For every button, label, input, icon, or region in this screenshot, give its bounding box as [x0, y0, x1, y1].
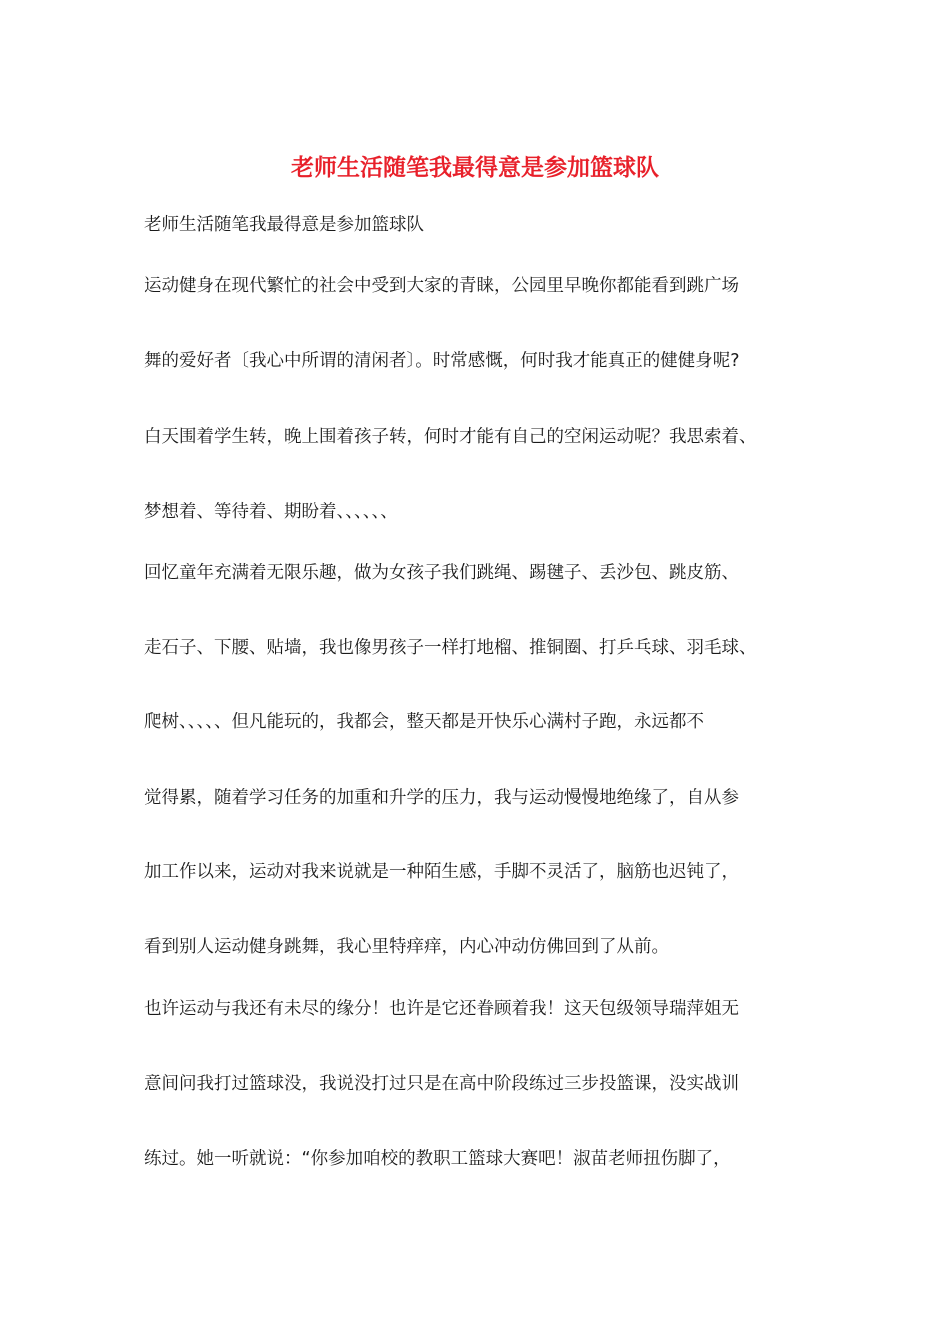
paragraph-line: 看到别人运动健身跳舞，我心里特痒痒，内心冲动仿佛回到了从前。 [144, 937, 669, 957]
paragraph-line: 觉得累，随着学习任务的加重和升学的压力，我与运动慢慢地绝缘了，自从参 [144, 788, 739, 808]
paragraph-line: 爬树、、、、、但凡能玩的，我都会，整天都是开快乐心满村子跑，永远都不 [144, 712, 704, 732]
paragraph-line: 意间问我打过篮球没，我说没打过只是在高中阶段练过三步投篮课，没实战训 [144, 1074, 739, 1094]
paragraph-line: 舞的爱好者〔我心中所谓的清闲者〕。时常感慨，何时我才能真正的健健身呢? [144, 351, 740, 371]
paragraph-line: 白天围着学生转，晚上围着孩子转，何时才能有自己的空闲运动呢？我思索着、 [144, 427, 757, 447]
paragraph-line: 走石子、下腰、贴墙，我也像男孩子一样打地榴、推铜圈、打乒乓球、羽毛球、 [144, 638, 757, 658]
paragraph-line: 回忆童年充满着无限乐趣，做为女孩子我们跳绳、踢毽子、丢沙包、跳皮筋、 [144, 563, 739, 583]
document-subtitle: 老师生活随笔我最得意是参加篮球队 [144, 215, 424, 235]
paragraph-line: 运动健身在现代繁忙的社会中受到大家的青睐，公园里早晚你都能看到跳广场 [144, 276, 739, 296]
paragraph-line: 练过。她一听就说：“你参加咱校的教职工篮球大赛吧！淑苗老师扭伤脚了， [144, 1149, 731, 1169]
paragraph-line: 加工作以来，运动对我来说就是一种陌生感，手脚不灵活了，脑筋也迟钝了， [144, 862, 739, 882]
document-title: 老师生活随笔我最得意是参加篮球队 [291, 154, 659, 181]
paragraph-line: 也许运动与我还有未尽的缘分！也许是它还眷顾着我！这天包级领导瑞萍姐无 [144, 999, 739, 1019]
paragraph-line: 梦想着、等待着、期盼着、、、、、、 [144, 502, 398, 522]
